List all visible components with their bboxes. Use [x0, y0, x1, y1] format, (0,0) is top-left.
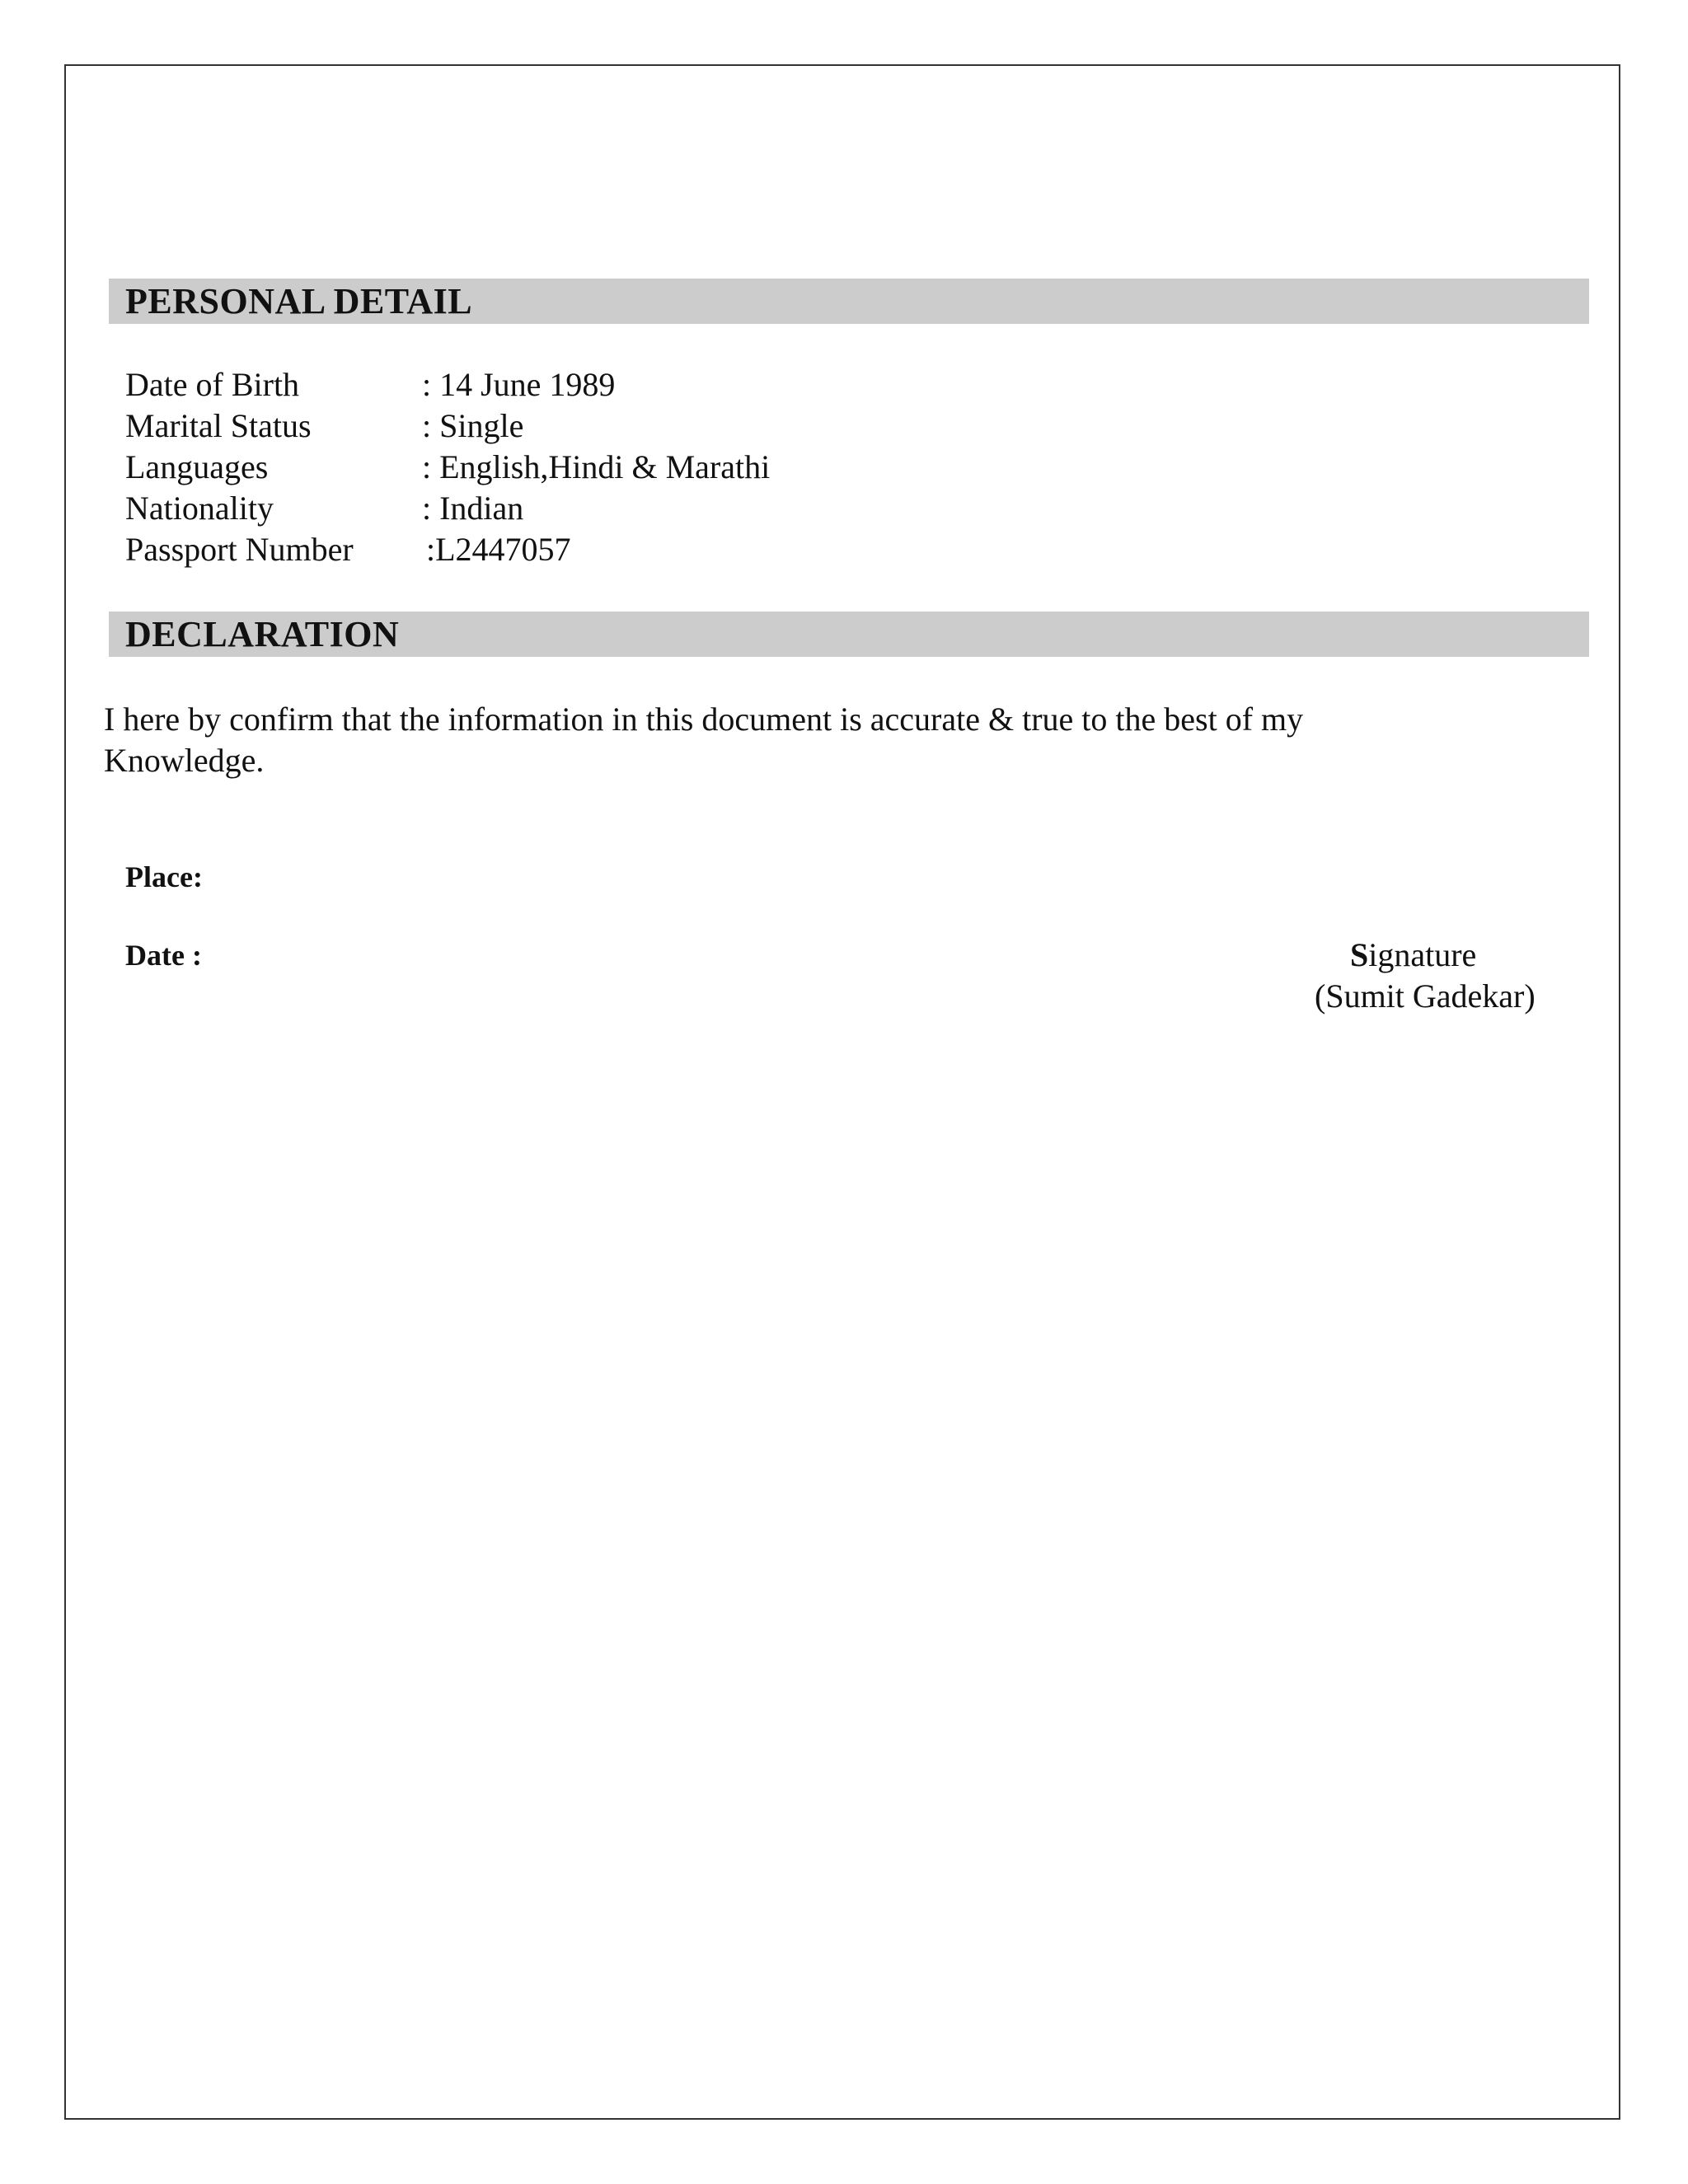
- declaration-heading: DECLARATION: [125, 614, 400, 654]
- signature-label-initial: S: [1350, 936, 1369, 973]
- detail-value: : Single: [422, 407, 524, 444]
- detail-value: :L2447057: [426, 531, 571, 568]
- personal-detail-heading: PERSONAL DETAIL: [125, 281, 473, 321]
- signature-label-rest: ignature: [1368, 936, 1477, 973]
- date-label: Date :: [125, 939, 202, 972]
- detail-label: Languages: [125, 448, 269, 485]
- detail-label: Date of Birth: [125, 366, 300, 403]
- declaration-text: [104, 699, 1505, 781]
- signature-label: [1350, 935, 1476, 976]
- detail-label: Marital Status: [125, 407, 312, 444]
- declaration-line-2: Knowledge.: [104, 742, 265, 779]
- declaration-line-1: I here by confirm that the information in this document is accurate & true to the best of my: [104, 701, 1304, 738]
- signer-name: (Sumit Gadekar): [1315, 977, 1536, 1015]
- detail-label: Nationality: [125, 490, 274, 527]
- detail-label: Passport Number: [125, 531, 354, 568]
- detail-value: : Indian: [422, 490, 524, 527]
- detail-value: : 14 June 1989: [422, 366, 616, 403]
- place-label: Place:: [125, 860, 203, 893]
- detail-value: : English,Hindi & Marathi: [422, 448, 771, 485]
